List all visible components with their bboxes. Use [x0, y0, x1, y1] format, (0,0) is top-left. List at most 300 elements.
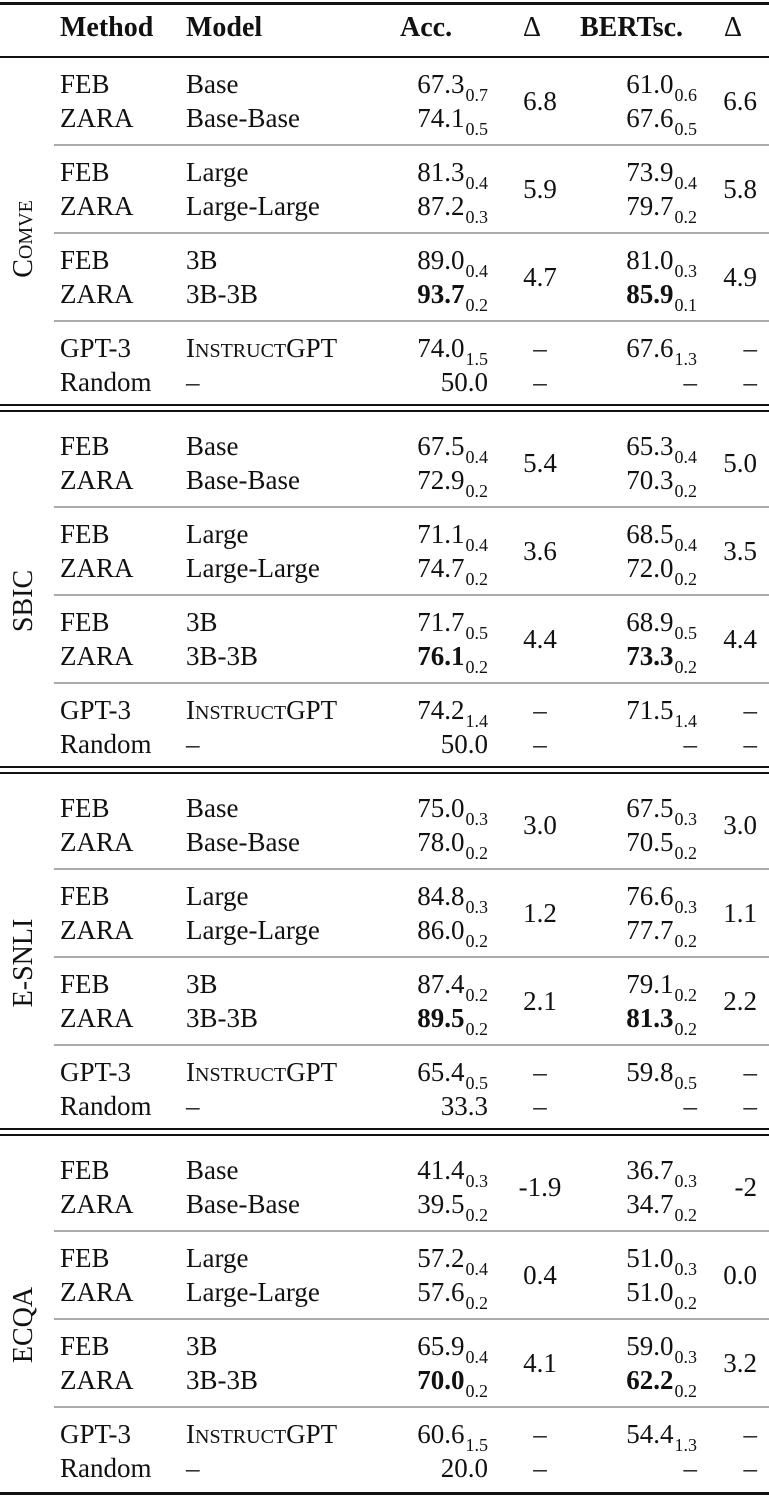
acc-value-value: 93.7: [417, 279, 465, 309]
acc-value: [417, 155, 488, 192]
bertscore-value-value: 68.9: [626, 607, 674, 637]
acc-value-std: 0.5: [465, 623, 488, 643]
model-name-part: I: [186, 695, 195, 725]
dataset-label-main: SBIC: [8, 569, 39, 633]
delta-bertscore: –: [743, 1419, 757, 1449]
delta-bertscore: –: [743, 1057, 757, 1087]
bertscore-value: [626, 277, 697, 314]
acc-value-value: 50.0: [440, 367, 488, 397]
group-separator: [54, 144, 769, 146]
acc-value-std: 0.7: [465, 85, 488, 105]
method-label: FEB: [60, 881, 110, 911]
bertscore-value: [626, 967, 697, 1004]
acc-value: [417, 1417, 488, 1454]
model-name-part: I: [186, 1057, 195, 1087]
acc-value-std: 1.5: [465, 1435, 488, 1455]
bertscore-value-value: 67.6: [626, 103, 674, 133]
acc-value-value: 74.7: [417, 553, 465, 583]
acc-value: [417, 1187, 488, 1224]
acc-value: [417, 551, 488, 588]
model-label: Large-Large: [186, 553, 320, 583]
acc-value-std: 0.2: [465, 1019, 488, 1039]
acc-value-value: 39.5: [417, 1189, 465, 1219]
bertscore-value-value: 79.1: [626, 969, 674, 999]
bertscore-value: [626, 605, 697, 642]
method-label: ZARA: [60, 1003, 134, 1033]
acc-value: [417, 1363, 488, 1400]
acc-value: [417, 791, 488, 828]
model-label: [186, 693, 337, 730]
delta-acc: 3.6: [523, 536, 557, 566]
delta-bertscore: 5.0: [723, 448, 757, 478]
header-bertscore: BERTsc.: [580, 12, 684, 43]
dataset-label: [8, 919, 40, 1008]
model-label: Base-Base: [186, 1189, 300, 1219]
acc-value: [417, 67, 488, 104]
bertscore-value: [626, 1329, 697, 1366]
delta-bertscore: –: [743, 367, 757, 397]
bertscore-value: [626, 155, 697, 192]
acc-value: [441, 365, 488, 399]
method-label: FEB: [60, 793, 110, 823]
model-label: Large: [186, 157, 249, 187]
method-label: ZARA: [60, 465, 134, 495]
bertscore-value-std: 0.2: [674, 1019, 697, 1039]
acc-value-value: 65.9: [417, 1331, 465, 1361]
bertscore-value: [626, 331, 697, 368]
bertscore-value-std: 0.4: [674, 535, 697, 555]
model-label: Large: [186, 881, 249, 911]
method-label: GPT-3: [60, 695, 132, 725]
method-label: FEB: [60, 969, 110, 999]
delta-acc: –: [533, 367, 547, 397]
double-rule-bottom: [0, 1134, 769, 1136]
bertscore-value-value: 62.2: [626, 1365, 674, 1395]
bertscore-value-value: 85.9: [626, 279, 674, 309]
acc-value-value: 33.3: [440, 1091, 488, 1121]
double-rule-bottom: [0, 410, 769, 412]
double-rule-bottom: [0, 772, 769, 774]
bertscore-value: [626, 693, 697, 730]
bertscore-value: [626, 879, 697, 916]
acc-value-std: 0.4: [465, 173, 488, 193]
model-label: 3B-3B: [186, 1365, 259, 1395]
method-label: FEB: [60, 157, 110, 187]
model-label: –: [186, 729, 200, 759]
delta-bertscore: 3.0: [723, 810, 757, 840]
delta-bertscore: 6.6: [723, 86, 757, 116]
group-separator: [54, 320, 769, 322]
bertscore-value: [626, 1055, 697, 1092]
method-label: GPT-3: [60, 333, 132, 363]
delta-bertscore: –: [743, 695, 757, 725]
bertscore-value-std: 0.4: [674, 173, 697, 193]
method-label: ZARA: [60, 103, 134, 133]
model-label: 3B: [186, 245, 218, 275]
delta-acc: 4.4: [523, 624, 557, 654]
acc-value-std: 0.2: [465, 481, 488, 501]
method-label: ZARA: [60, 827, 134, 857]
acc-value-value: 76.1: [417, 641, 465, 671]
bertscore-value-value: 73.3: [626, 641, 674, 671]
acc-value-std: 0.2: [465, 569, 488, 589]
method-label: ZARA: [60, 553, 134, 583]
model-name-part: NSTRUCT: [195, 340, 287, 362]
bertscore-value-std: 0.2: [674, 931, 697, 951]
bertscore-value-std: 0.2: [674, 657, 697, 677]
delta-bertscore: 5.8: [723, 174, 757, 204]
delta-acc: -1.9: [518, 1172, 562, 1202]
acc-value-std: 1.5: [465, 349, 488, 369]
dataset-label: [8, 200, 40, 278]
model-label: –: [186, 1453, 200, 1483]
bertscore-value-value: 71.5: [626, 695, 674, 725]
model-name-part: GPT: [286, 1419, 338, 1449]
bertscore-value-value: 34.7: [626, 1189, 674, 1219]
delta-acc: 6.8: [523, 86, 557, 116]
method-label: GPT-3: [60, 1057, 132, 1087]
group-separator: [54, 1044, 769, 1046]
bertscore-value: –: [683, 1091, 697, 1121]
acc-value-value: 84.8: [417, 881, 465, 911]
bertscore-value-std: 0.2: [674, 985, 697, 1005]
acc-value: [417, 1241, 488, 1278]
model-label: Large-Large: [186, 1277, 320, 1307]
bertscore-value: [626, 463, 697, 500]
delta-bertscore: –: [743, 1453, 757, 1483]
acc-value: [417, 243, 488, 280]
acc-value: [417, 693, 488, 730]
bertscore-value-std: 0.2: [674, 481, 697, 501]
bertscore-value-std: 0.3: [674, 261, 697, 281]
acc-value: [441, 727, 488, 761]
bertscore-value-value: 51.0: [626, 1277, 674, 1307]
bertscore-value: [626, 1241, 697, 1278]
bertscore-value: [626, 825, 697, 862]
acc-value-value: 57.6: [417, 1277, 465, 1307]
acc-value: [441, 1089, 488, 1123]
method-label: FEB: [60, 431, 110, 461]
delta-acc: –: [533, 333, 547, 363]
acc-value-value: 50.0: [440, 729, 488, 759]
acc-value-std: 0.2: [465, 1293, 488, 1313]
acc-value-value: 75.0: [417, 793, 465, 823]
group-separator: [54, 1406, 769, 1408]
method-label: Random: [60, 1453, 152, 1483]
dataset-label-main: ECQA: [8, 1286, 39, 1364]
acc-value-std: 1.4: [465, 711, 488, 731]
acc-value-value: 86.0: [417, 915, 465, 945]
acc-value-std: 0.4: [465, 535, 488, 555]
delta-acc: –: [533, 1419, 547, 1449]
model-label: Base-Base: [186, 827, 300, 857]
method-label: FEB: [60, 1331, 110, 1361]
delta-bertscore: -2: [734, 1172, 757, 1202]
acc-value-value: 71.7: [417, 607, 465, 637]
bertscore-value-std: 0.4: [674, 447, 697, 467]
bertscore-value-std: 0.3: [674, 1259, 697, 1279]
method-label: ZARA: [60, 1365, 134, 1395]
model-label: Large-Large: [186, 191, 320, 221]
delta-acc: 5.9: [523, 174, 557, 204]
bertscore-value: [626, 1001, 697, 1038]
bertscore-value-value: 54.4: [626, 1419, 674, 1449]
acc-value: [417, 189, 488, 226]
acc-value-value: 74.2: [417, 695, 465, 725]
delta-bertscore: 3.2: [723, 1348, 757, 1378]
model-label: –: [186, 367, 200, 397]
bertscore-value-std: 0.2: [674, 207, 697, 227]
double-rule-top: [0, 404, 769, 406]
acc-value-std: 0.4: [465, 447, 488, 467]
group-separator: [54, 956, 769, 958]
bertscore-value-value: 51.0: [626, 1243, 674, 1273]
delta-acc: –: [533, 695, 547, 725]
header-model: Model: [186, 12, 263, 43]
bertscore-value: [626, 913, 697, 950]
acc-value-value: 87.4: [417, 969, 465, 999]
acc-value-std: 0.4: [465, 1259, 488, 1279]
delta-acc: 1.2: [523, 898, 557, 928]
method-label: ZARA: [60, 641, 134, 671]
delta-bertscore: –: [743, 1091, 757, 1121]
bertscore-value-value: 61.0: [626, 69, 674, 99]
header-acc: Acc.: [400, 12, 453, 43]
bertscore-value-value: 70.3: [626, 465, 674, 495]
header-delta-bert: Δ: [724, 12, 743, 43]
acc-value: [417, 463, 488, 500]
acc-value: [417, 429, 488, 466]
bertscore-value-std: 1.3: [674, 349, 697, 369]
method-label: FEB: [60, 1243, 110, 1273]
acc-value-std: 0.3: [465, 207, 488, 227]
model-label: 3B: [186, 1331, 218, 1361]
model-label: Large: [186, 1243, 249, 1273]
model-label: Base: [186, 793, 239, 823]
acc-value-value: 41.4: [417, 1155, 465, 1185]
acc-value-std: 0.4: [465, 1347, 488, 1367]
method-label: FEB: [60, 607, 110, 637]
acc-value-value: 89.5: [417, 1003, 465, 1033]
model-label: 3B: [186, 607, 218, 637]
acc-value-value: 87.2: [417, 191, 465, 221]
bertscore-value: [626, 1275, 697, 1312]
acc-value-value: 20.0: [440, 1453, 488, 1483]
bertscore-value-value: 81.3: [626, 1003, 674, 1033]
model-name-part: GPT: [286, 695, 338, 725]
acc-value-value: 89.0: [417, 245, 465, 275]
model-label: 3B-3B: [186, 641, 259, 671]
bertscore-value: [626, 1417, 697, 1454]
bertscore-value-std: 0.3: [674, 809, 697, 829]
acc-value-value: 72.9: [417, 465, 465, 495]
acc-value-std: 0.2: [465, 657, 488, 677]
acc-value: [417, 1055, 488, 1092]
bertscore-value: [626, 1187, 697, 1224]
bertscore-value-value: 72.0: [626, 553, 674, 583]
method-label: ZARA: [60, 191, 134, 221]
model-name-part: GPT: [286, 1057, 338, 1087]
model-label: Large-Large: [186, 915, 320, 945]
acc-value-value: 74.1: [417, 103, 465, 133]
model-label: Large: [186, 519, 249, 549]
model-name-part: NSTRUCT: [195, 1426, 287, 1448]
bertscore-value: [626, 429, 697, 466]
acc-value: [417, 517, 488, 554]
bertscore-value-value: 77.7: [626, 915, 674, 945]
acc-value-std: 0.3: [465, 809, 488, 829]
acc-value-value: 60.6: [417, 1419, 465, 1449]
dataset-label-main: E-SNLI: [8, 918, 39, 1008]
method-label: ZARA: [60, 279, 134, 309]
method-label: FEB: [60, 1155, 110, 1185]
bertscore-value-value: 81.0: [626, 245, 674, 275]
bertscore-value: [626, 67, 697, 104]
delta-acc: 4.1: [523, 1348, 557, 1378]
bertscore-value-std: 0.3: [674, 1171, 697, 1191]
model-name-part: NSTRUCT: [195, 1064, 287, 1086]
bottom-rule: [0, 1492, 769, 1495]
double-rule-top: [0, 766, 769, 768]
acc-value: [417, 331, 488, 368]
bertscore-value-std: 0.5: [674, 623, 697, 643]
method-label: FEB: [60, 69, 110, 99]
model-name-part: I: [186, 1419, 195, 1449]
bertscore-value-std: 0.3: [674, 1347, 697, 1367]
bertscore-value-std: 0.5: [674, 1073, 697, 1093]
method-label: Random: [60, 1091, 152, 1121]
method-label: Random: [60, 729, 152, 759]
acc-value-value: 81.3: [417, 157, 465, 187]
acc-value-value: 71.1: [417, 519, 465, 549]
acc-value-value: 78.0: [417, 827, 465, 857]
bertscore-value: [626, 639, 697, 676]
method-label: Random: [60, 367, 152, 397]
acc-value-std: 0.3: [465, 897, 488, 917]
header-method: Method: [60, 12, 154, 43]
acc-value-std: 0.2: [465, 931, 488, 951]
model-name-part: I: [186, 333, 195, 363]
bertscore-value-std: 0.2: [674, 1381, 697, 1401]
method-label: FEB: [60, 519, 110, 549]
bertscore-value-std: 0.2: [674, 1205, 697, 1225]
bertscore-value-std: 0.2: [674, 1293, 697, 1313]
acc-value: [417, 1329, 488, 1366]
group-separator: [54, 1318, 769, 1320]
acc-value-std: 0.2: [465, 295, 488, 315]
acc-value-value: 67.5: [417, 431, 465, 461]
model-name-part: NSTRUCT: [195, 702, 287, 724]
acc-value: [417, 101, 488, 138]
acc-value-value: 57.2: [417, 1243, 465, 1273]
delta-acc: 4.7: [523, 262, 557, 292]
acc-value-std: 0.2: [465, 843, 488, 863]
dataset-label-main: C: [8, 259, 39, 278]
acc-value-std: 0.2: [465, 1205, 488, 1225]
model-label: Base-Base: [186, 465, 300, 495]
bertscore-value: [626, 189, 697, 226]
dataset-label: [8, 570, 40, 632]
acc-value-value: 70.0: [417, 1365, 465, 1395]
header-rule: [0, 56, 769, 58]
acc-value-std: 0.5: [465, 1073, 488, 1093]
model-label: Base: [186, 1155, 239, 1185]
bertscore-value-value: 59.0: [626, 1331, 674, 1361]
delta-bertscore: –: [743, 333, 757, 363]
delta-bertscore: 0.0: [723, 1260, 757, 1290]
bertscore-value-std: 0.2: [674, 843, 697, 863]
model-label: [186, 1417, 337, 1454]
bertscore-value-std: 1.4: [674, 711, 697, 731]
header-delta-acc: Δ: [523, 12, 542, 43]
bertscore-value-value: 67.5: [626, 793, 674, 823]
delta-bertscore: 3.5: [723, 536, 757, 566]
method-label: ZARA: [60, 1189, 134, 1219]
delta-bertscore: 2.2: [723, 986, 757, 1016]
delta-acc: –: [533, 1453, 547, 1483]
acc-value: [417, 1153, 488, 1190]
delta-acc: 2.1: [523, 986, 557, 1016]
group-separator: [54, 1230, 769, 1232]
bertscore-value-std: 0.3: [674, 897, 697, 917]
delta-acc: 3.0: [523, 810, 557, 840]
model-label: –: [186, 1091, 200, 1121]
bertscore-value-value: 73.9: [626, 157, 674, 187]
model-label: 3B-3B: [186, 279, 259, 309]
bertscore-value-value: 65.3: [626, 431, 674, 461]
model-name-part: GPT: [286, 333, 338, 363]
acc-value: [417, 913, 488, 950]
delta-bertscore: –: [743, 729, 757, 759]
top-rule: [0, 2, 769, 5]
delta-bertscore: 4.9: [723, 262, 757, 292]
model-label: Base-Base: [186, 103, 300, 133]
delta-bertscore: 1.1: [723, 898, 757, 928]
bertscore-value-std: 0.2: [674, 569, 697, 589]
dataset-label: [8, 1287, 40, 1363]
group-separator: [54, 682, 769, 684]
bertscore-value: [626, 791, 697, 828]
method-label: GPT-3: [60, 1419, 132, 1449]
acc-value-value: 65.4: [417, 1057, 465, 1087]
acc-value: [417, 879, 488, 916]
model-label: [186, 331, 337, 368]
bertscore-value-value: 67.6: [626, 333, 674, 363]
model-label: Base: [186, 431, 239, 461]
bertscore-value: –: [683, 367, 697, 397]
model-label: Base: [186, 69, 239, 99]
bertscore-value-value: 59.8: [626, 1057, 674, 1087]
bertscore-value-value: 70.5: [626, 827, 674, 857]
bertscore-value: [626, 551, 697, 588]
acc-value-std: 0.5: [465, 119, 488, 139]
bertscore-value: [626, 1153, 697, 1190]
delta-acc: –: [533, 729, 547, 759]
bertscore-value: [626, 1363, 697, 1400]
group-separator: [54, 594, 769, 596]
method-label: ZARA: [60, 915, 134, 945]
delta-acc: 0.4: [523, 1260, 557, 1290]
bertscore-value-value: 76.6: [626, 881, 674, 911]
acc-value: [441, 1451, 488, 1485]
bertscore-value-value: 68.5: [626, 519, 674, 549]
group-separator: [54, 506, 769, 508]
acc-value: [417, 639, 488, 676]
model-label: 3B: [186, 969, 218, 999]
bertscore-value: [626, 101, 697, 138]
acc-value: [417, 1001, 488, 1038]
delta-acc: –: [533, 1091, 547, 1121]
